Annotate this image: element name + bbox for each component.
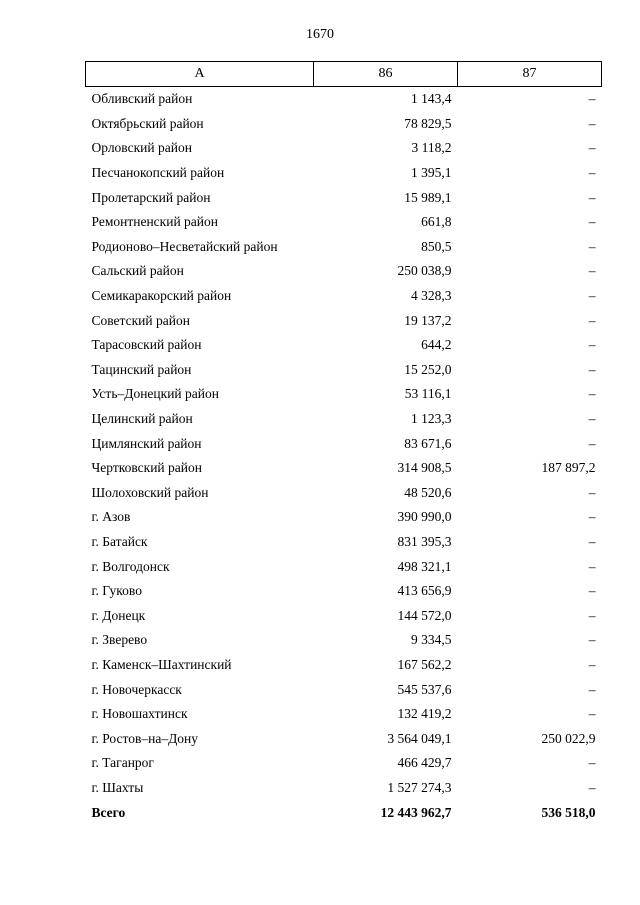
row-value-86: 831 395,3 <box>397 533 452 549</box>
row-value-86: 48 520,6 <box>404 484 452 500</box>
table-row <box>86 677 602 702</box>
row-value-87: – <box>588 288 596 304</box>
total-value-86: 12 443 962,7 <box>380 804 452 820</box>
table-row <box>86 210 602 235</box>
row-value-87: – <box>588 681 596 697</box>
table-row <box>86 726 602 751</box>
row-value-87: – <box>588 411 596 427</box>
row-value-86: 1 527 274,3 <box>387 779 452 795</box>
header-col-a: А <box>86 62 314 87</box>
row-name: Семикаракорский район <box>91 288 232 304</box>
table-row <box>86 530 602 555</box>
row-value-87: 187 897,2 <box>541 460 596 476</box>
table-row <box>86 628 602 653</box>
row-name: Ремонтненский район <box>91 214 218 230</box>
row-name: г. Батайск <box>91 533 148 549</box>
row-value-87: – <box>588 238 596 254</box>
table-row <box>86 505 602 530</box>
row-value-87: – <box>588 558 596 574</box>
row-value-86: 132 419,2 <box>397 706 452 722</box>
table-row <box>86 702 602 727</box>
row-name: г. Ростов–на–Дону <box>91 730 199 746</box>
total-value-87: 536 518,0 <box>541 804 596 820</box>
row-name: Родионово–Несветайский район <box>91 238 278 254</box>
row-name: Обливский район <box>91 91 193 107</box>
row-value-86: 661,8 <box>421 214 452 230</box>
table-row <box>86 259 602 284</box>
row-value-87: – <box>588 484 596 500</box>
row-value-86: 413 656,9 <box>397 583 452 599</box>
row-value-86: 83 671,6 <box>404 435 452 451</box>
row-value-87: – <box>588 386 596 402</box>
row-value-87: – <box>588 189 596 205</box>
row-value-86: 644,2 <box>421 337 452 353</box>
row-name: Тацинский район <box>91 361 192 377</box>
row-name: Усть–Донецкий район <box>91 386 219 402</box>
header-col-86: 86 <box>314 62 458 87</box>
row-name: Чертковский район <box>91 460 202 476</box>
table-row <box>86 431 602 456</box>
row-value-86: 15 252,0 <box>404 361 452 377</box>
row-name: Октябрьский район <box>91 115 204 131</box>
row-name: Орловский район <box>91 140 192 156</box>
row-value-87: – <box>588 91 596 107</box>
row-value-86: 850,5 <box>421 238 452 254</box>
data-table <box>85 61 602 825</box>
table-row <box>86 382 602 407</box>
table-row <box>86 358 602 383</box>
table-row <box>86 407 602 432</box>
row-name: г. Таганрог <box>91 755 154 771</box>
row-name: Песчанокопский район <box>91 165 225 181</box>
row-value-87: – <box>588 509 596 525</box>
table-row <box>86 136 602 161</box>
row-value-86: 545 537,6 <box>397 681 452 697</box>
row-name: Сальский район <box>91 263 184 279</box>
row-name: Целинский район <box>91 411 193 427</box>
row-value-86: 4 328,3 <box>411 288 452 304</box>
row-value-87: – <box>588 263 596 279</box>
row-value-87: – <box>588 755 596 771</box>
row-value-87: – <box>588 140 596 156</box>
row-name: Советский район <box>91 312 190 328</box>
table-row <box>86 579 602 604</box>
table-body <box>86 87 602 825</box>
row-value-86: 1 123,3 <box>411 411 452 427</box>
row-value-87: – <box>588 337 596 353</box>
row-value-86: 167 562,2 <box>397 656 452 672</box>
row-value-87: – <box>588 583 596 599</box>
page-number: 1670 <box>306 27 334 42</box>
total-label: Всего <box>91 804 126 820</box>
table-row <box>86 653 602 678</box>
row-value-87: – <box>588 312 596 328</box>
row-value-87: – <box>588 115 596 131</box>
row-value-87: – <box>588 779 596 795</box>
row-value-86: 19 137,2 <box>404 312 452 328</box>
row-value-86: 78 829,5 <box>404 115 452 131</box>
row-name: Шолоховский район <box>91 484 209 500</box>
row-value-87: – <box>588 435 596 451</box>
row-value-86: 314 908,5 <box>397 460 452 476</box>
table-header-row <box>86 62 602 87</box>
table-row <box>86 481 602 506</box>
row-name: г. Новошахтинск <box>91 706 188 722</box>
table-row <box>86 776 602 801</box>
row-value-87: – <box>588 706 596 722</box>
row-name: г. Новочеркасск <box>91 681 182 697</box>
row-value-86: 53 116,1 <box>404 386 452 402</box>
table-row <box>86 751 602 776</box>
row-value-86: 390 990,0 <box>397 509 452 525</box>
row-value-87: – <box>588 165 596 181</box>
row-name: Пролетарский район <box>91 189 211 205</box>
table-row <box>86 308 602 333</box>
row-value-86: 1 395,1 <box>411 165 452 181</box>
row-value-87: – <box>588 361 596 377</box>
row-value-86: 9 334,5 <box>411 632 452 648</box>
row-name: г. Каменск–Шахтинский <box>91 656 232 672</box>
row-value-86: 466 429,7 <box>397 755 452 771</box>
row-name: г. Донецк <box>91 607 146 623</box>
row-value-87: – <box>588 214 596 230</box>
table-row <box>86 456 602 481</box>
header-col-87: 87 <box>458 62 602 87</box>
row-name: Цимлянский район <box>91 435 202 451</box>
total-row <box>86 800 602 825</box>
row-name: г. Гуково <box>91 583 142 599</box>
table-row <box>86 87 602 112</box>
row-value-86: 3 118,2 <box>411 140 452 156</box>
row-value-87: – <box>588 533 596 549</box>
table-row <box>86 284 602 309</box>
row-value-86: 3 564 049,1 <box>387 730 452 746</box>
row-name: г. Волгодонск <box>91 558 170 574</box>
row-name: г. Зверево <box>91 632 148 648</box>
row-value-86: 250 038,9 <box>397 263 452 279</box>
row-value-87: – <box>588 656 596 672</box>
table-row <box>86 235 602 260</box>
row-name: г. Азов <box>91 509 131 525</box>
row-name: г. Шахты <box>91 779 144 795</box>
table-row <box>86 333 602 358</box>
row-name: Тарасовский район <box>91 337 202 353</box>
row-value-86: 144 572,0 <box>397 607 452 623</box>
row-value-86: 15 989,1 <box>404 189 452 205</box>
table-row <box>86 603 602 628</box>
row-value-86: 1 143,4 <box>411 91 452 107</box>
row-value-86: 498 321,1 <box>397 558 452 574</box>
table-row <box>86 185 602 210</box>
table-row <box>86 554 602 579</box>
row-value-87: – <box>588 607 596 623</box>
row-value-87: – <box>588 632 596 648</box>
table-row <box>86 161 602 186</box>
table-row <box>86 112 602 137</box>
row-value-87: 250 022,9 <box>541 730 596 746</box>
